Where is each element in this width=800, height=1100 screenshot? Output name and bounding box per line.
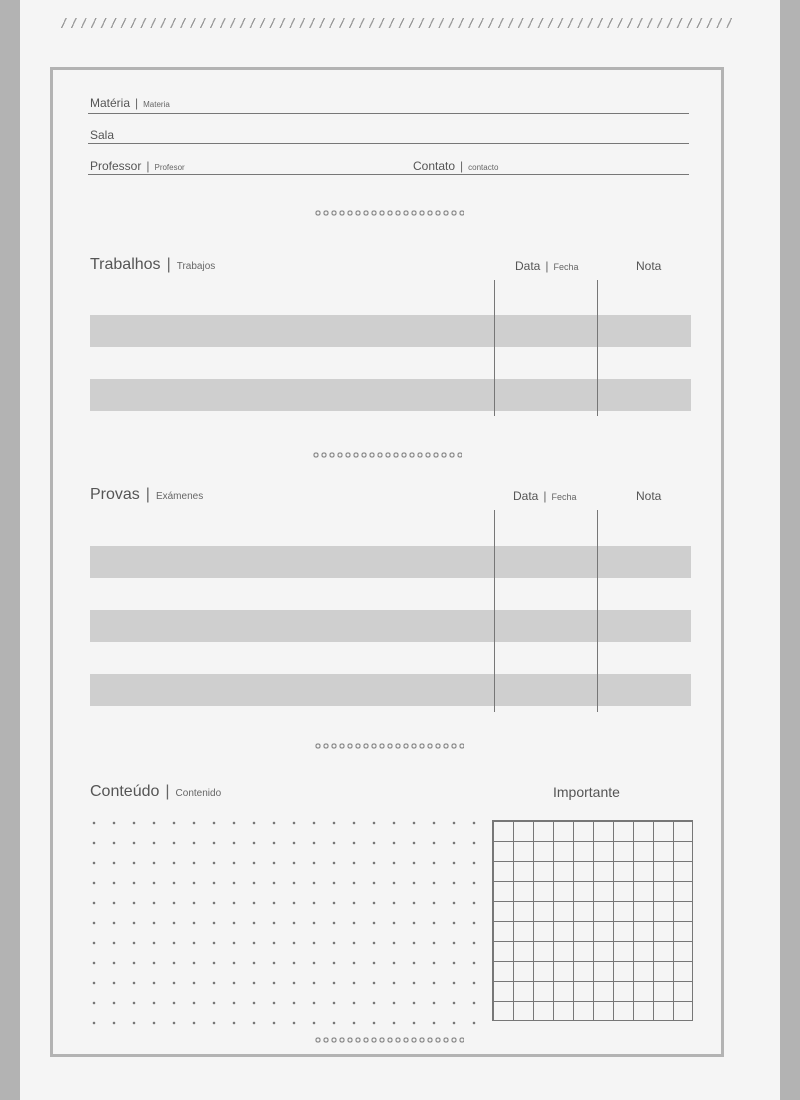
professor-label: Professor bbox=[90, 159, 142, 173]
provas-date-header bbox=[513, 489, 577, 503]
conteudo-title: Conteúdo bbox=[90, 783, 160, 800]
dot-divider bbox=[314, 743, 464, 749]
materia-line[interactable] bbox=[88, 113, 689, 114]
square-grid-important-area[interactable] bbox=[492, 820, 693, 1021]
hatch-decoration bbox=[60, 18, 732, 28]
trabalhos-grade-header bbox=[636, 259, 661, 273]
trabalhos-heading bbox=[90, 256, 215, 274]
conteudo-subtitle: Contenido bbox=[175, 788, 222, 799]
materia-sublabel: Materia bbox=[143, 100, 170, 109]
separator: | bbox=[165, 783, 170, 800]
separator: | bbox=[543, 489, 547, 503]
provas-row[interactable] bbox=[90, 546, 691, 578]
contato-field-label bbox=[413, 159, 498, 173]
column-divider bbox=[494, 510, 495, 712]
importante-heading: Importante bbox=[553, 784, 620, 800]
sala-field-label bbox=[90, 128, 114, 142]
separator: | bbox=[135, 96, 139, 110]
separator: | bbox=[460, 159, 464, 173]
dot-divider bbox=[314, 1037, 464, 1043]
separator: | bbox=[146, 159, 150, 173]
provas-row[interactable] bbox=[90, 674, 691, 706]
professor-field-label bbox=[90, 159, 185, 173]
materia-field-label bbox=[90, 96, 170, 110]
column-divider bbox=[494, 280, 495, 416]
provas-grade-header bbox=[636, 489, 661, 503]
dot-divider bbox=[312, 452, 462, 458]
column-divider bbox=[597, 280, 598, 416]
provas-subtitle: Exámenes bbox=[155, 491, 204, 502]
sala-label: Sala bbox=[90, 128, 115, 142]
contato-sublabel: contacto bbox=[468, 163, 499, 172]
grade-label: Nota bbox=[636, 489, 662, 503]
trabalhos-row[interactable] bbox=[90, 379, 691, 411]
separator: | bbox=[145, 486, 150, 503]
trabalhos-subtitle: Trabajos bbox=[176, 261, 216, 272]
column-divider bbox=[597, 510, 598, 712]
date-label: Data bbox=[513, 489, 539, 503]
provas-row[interactable] bbox=[90, 610, 691, 642]
professor-contato-line[interactable] bbox=[88, 174, 689, 175]
provas-title: Provas bbox=[90, 486, 140, 503]
separator: | bbox=[545, 259, 549, 273]
sala-line[interactable] bbox=[88, 143, 689, 144]
dot-divider bbox=[314, 210, 464, 216]
dot-grid-notes-area[interactable] bbox=[84, 813, 490, 1027]
date-sublabel: Fecha bbox=[553, 262, 579, 272]
trabalhos-date-header bbox=[515, 259, 579, 273]
date-label: Data bbox=[515, 259, 541, 273]
contato-label: Contato bbox=[413, 159, 456, 173]
trabalhos-title: Trabalhos bbox=[90, 256, 161, 273]
provas-heading bbox=[90, 486, 203, 504]
trabalhos-row[interactable] bbox=[90, 315, 691, 347]
professor-sublabel: Profesor bbox=[154, 163, 185, 172]
materia-label: Matéria bbox=[90, 96, 131, 110]
conteudo-heading bbox=[90, 783, 221, 801]
separator: | bbox=[166, 256, 171, 273]
date-sublabel: Fecha bbox=[551, 492, 577, 502]
grade-label: Nota bbox=[636, 259, 662, 273]
